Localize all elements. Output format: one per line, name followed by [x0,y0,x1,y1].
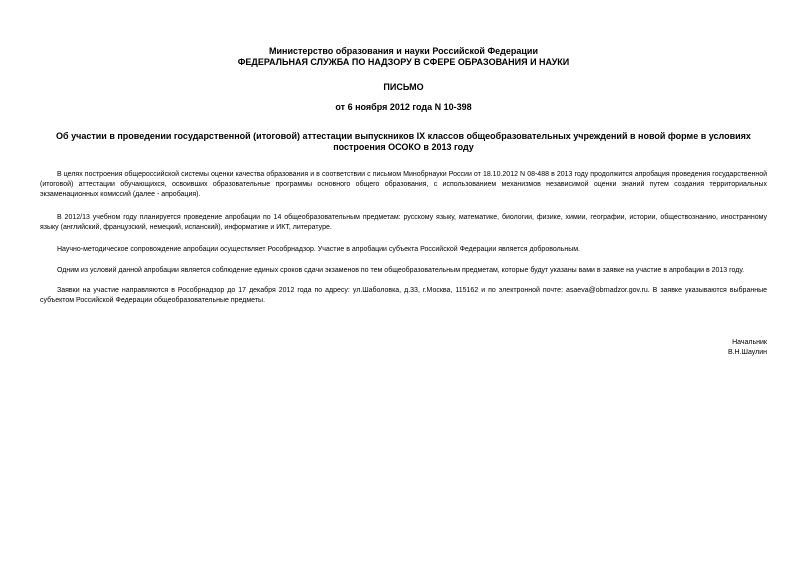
paragraph-2: В 2012/13 учебном году планируется проведение апробации по 14 общеобразовательным предметам: русскому языку, математике, биологии, физике, химии, географии, истории, обществознанию, иностранному языку (английский, французский, немецкий, испанский), информатике и ИКТ, литературе. [40,214,767,231]
signature-block [728,338,767,358]
letterhead [0,46,807,68]
service-name: ФЕДЕРАЛЬНАЯ СЛУЖБА ПО НАДЗОРУ В СФЕРЕ ОБРАЗОВАНИЯ И НАУКИ [237,57,570,67]
document-type: ПИСЬМО [383,82,424,92]
paragraph-5: Заявки на участие направляются в Рособрнадзор до 17 декабря 2012 года по адресу: ул.Шаболовка, д.33, г.Москва, 115162 и по электронной почте: asaeva@obrnadzor.gov.ru. В заявке указываются выбранные субъектом Российской Федерации общеобразовательные предметы. [40,287,767,304]
document-subject: Об участии в проведении государственной (итоговой) аттестации выпускников IX классов общеобразовательных учреждений в новой форме в условиях построения ОСОКО в 2013 году [56,131,751,152]
ministry-name: Министерство образования и науки Российской Федерации [269,46,538,56]
signature-name: В.Н.Шаулин [727,349,767,356]
paragraph-3: Научно-методическое сопровождение апробации осуществляет Рособрнадзор. Участие в апробации субъекта Российской Федерации является добровольным. [57,246,580,253]
paragraph-1: В целях построения общероссийской системы оценки качества образования и в соответствии с письмом Минобрнауки России от 18.10.2012 N 08-488 в 2013 году продолжится апробация проведения государственной (итоговой) аттестации обучающихся, освоивших образовательные программы основного общего образования, с использованием механизмов независимой оценки знаний путем создания территориальных экзаменационных комиссий (далее - апробация). [40,171,767,198]
paragraph-4: Одним из условий данной апробации является соблюдение единых сроков сдачи экзаменов по тем общеобразовательным предметам, которые будут указаны вами в заявке на участие в апробации в 2013 году. [57,267,745,274]
signature-position: Начальник [732,339,767,346]
document-date-number: от 6 ноября 2012 года N 10-398 [335,102,472,112]
